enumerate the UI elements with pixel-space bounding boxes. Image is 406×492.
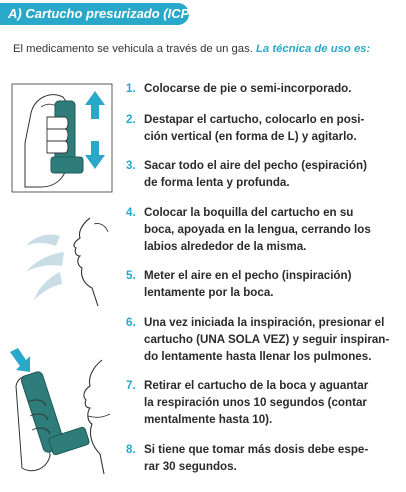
step-8	[126, 441, 400, 475]
step-line: lentamente por la boca.	[144, 286, 274, 299]
step-line: Colocar la boquilla del cartucho en su	[144, 206, 354, 219]
step-line: Si tiene que tomar más dosis debe espe-	[144, 443, 369, 456]
step-4	[126, 204, 400, 255]
arrow-down-icon	[85, 141, 105, 169]
step-number: 6.	[126, 316, 136, 329]
step-line: do lentamente hasta llenar los pulmones.	[144, 350, 372, 363]
arrow-up-icon	[85, 91, 105, 119]
step-line: boca, apoyada en la lengua, cerrando los	[144, 223, 371, 236]
inhale-inhaler-illustration	[6, 346, 114, 476]
step-number: 1.	[126, 82, 136, 95]
step-number: 8.	[126, 443, 136, 456]
step-line: Colocarse de pie o semi-incorporado.	[144, 82, 352, 95]
step-number: 7.	[126, 379, 136, 392]
exhale-face-illustration	[20, 214, 112, 306]
step-number: 4.	[126, 206, 136, 219]
intro-text	[13, 43, 398, 55]
section-title: A) Cartucho presurizado (ICP)	[8, 6, 194, 21]
step-line: de forma lenta y profunda.	[144, 176, 290, 189]
step-line: rar 30 segundos.	[144, 460, 237, 473]
intro-emphasis: La técnica de uso es:	[256, 43, 371, 55]
step-line: labios alrededor de la misma.	[144, 240, 307, 253]
step-line: ción vertical (en forma de L) y agitarlo.	[144, 130, 357, 143]
intro-plain: El medicamento se vehicula a través de un gas.	[13, 43, 257, 55]
section-header	[0, 3, 194, 25]
step-number: 2.	[126, 113, 136, 126]
step-number: 3.	[126, 159, 136, 172]
step-2	[126, 111, 400, 145]
step-line: Sacar todo el aire del pecho (espiración)	[144, 159, 367, 172]
step-line: la respiración unos 10 segundos (contar	[144, 396, 367, 409]
step-6	[126, 314, 400, 365]
inhaler-shake-illustration	[11, 83, 113, 193]
step-line: mentalmente hasta 10).	[144, 413, 273, 426]
step-line: Retirar el cartucho de la boca y aguantar	[144, 379, 369, 392]
step-3	[126, 157, 400, 191]
step-1	[126, 80, 400, 97]
step-7	[126, 377, 400, 428]
step-line: Una vez iniciada la inspiración, presionar el	[144, 316, 385, 329]
press-arrow-icon	[10, 348, 30, 372]
step-line: Destapar el cartucho, colocarlo en posi-	[144, 113, 365, 126]
step-line: Meter el aire en el pecho (inspiración)	[144, 269, 352, 282]
step-5	[126, 267, 400, 301]
step-number: 5.	[126, 269, 136, 282]
step-line: cartucho (UNA SOLA VEZ) y seguir inspiran-	[144, 333, 390, 346]
